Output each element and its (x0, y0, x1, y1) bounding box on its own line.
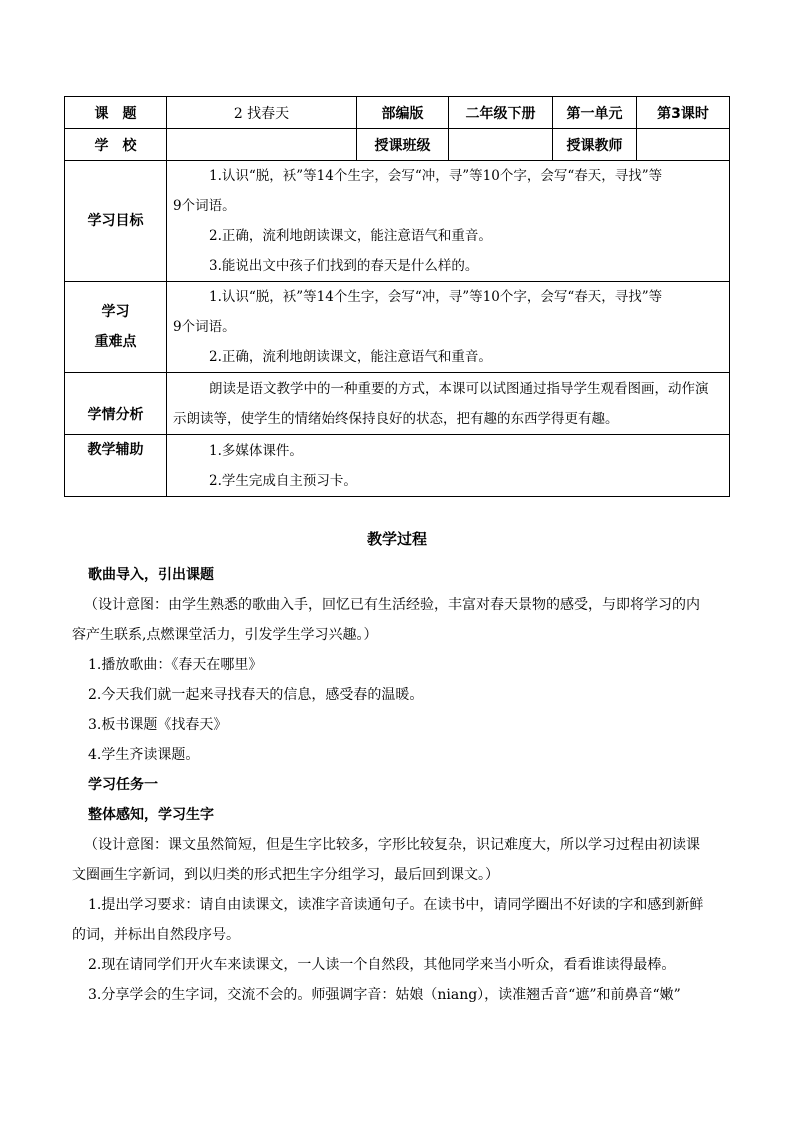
analysis-row (65, 373, 730, 435)
goals-content (167, 161, 730, 282)
intro-design-line: 容产生联系,点燃课堂活力，引发学生学习兴趣。） (72, 627, 378, 643)
intro-step: 4.学生齐读课题。 (88, 747, 200, 763)
header-row (65, 97, 730, 129)
key-points-label (65, 282, 167, 373)
intro-step: 1.播放歌曲：《春天在哪里》 (88, 657, 263, 673)
analysis-line: 示朗读等，使学生的情绪始终保持良好的状态，把有趣的东西学得更有趣。 (173, 410, 619, 427)
aid-line: 2.学生完成自主预习卡。 (209, 472, 357, 489)
school-value[interactable] (167, 129, 357, 161)
analysis-label: 学情分析 (65, 373, 167, 435)
analysis-line: 朗读是语文教学中的一种重要的方式，本课可以试图通过指导学生观看图画，动作演 (209, 380, 709, 397)
goals-row (65, 161, 730, 282)
course-label: 课 题 (65, 97, 167, 129)
key-points-content (167, 282, 730, 373)
intro-design-line: （设计意图：由学生熟悉的歌曲入手，回忆已有生活经验，丰富对春天景物的感受，与即将学习的内 (84, 597, 700, 613)
goal-line: 2.正确，流利地朗读课文，能注意语气和重音。 (209, 228, 492, 244)
task-heading: 学习任务一 (88, 777, 158, 793)
aid-line: 1.多媒体课件。 (209, 442, 303, 459)
process-body (72, 560, 728, 1010)
intro-heading: 歌曲导入，引出课题 (88, 567, 214, 583)
teacher-label: 授课教师 (553, 129, 637, 161)
task-step: 的词，并标出自然段序号。 (72, 927, 240, 943)
task-design-line: 文圈画生字新词，到以归类的形式把生字分组学习，最后回到课文。） (72, 867, 499, 883)
class-value[interactable] (449, 129, 553, 161)
teacher-value[interactable] (637, 129, 730, 161)
edition: 部编版 (357, 97, 449, 129)
key-point-line: 1.认识“脱，袄”等14个生字，会写“冲，寻”等10个字，会写“春天，寻找”等 (209, 289, 663, 305)
course-title: 2 找春天 (167, 97, 357, 129)
process-title: 教学过程 (366, 530, 427, 548)
key-points-label-line2: 重难点 (94, 334, 137, 350)
goal-line: 9个词语。 (173, 198, 236, 214)
unit: 第一单元 (553, 97, 637, 129)
goals-label: 学习目标 (65, 161, 167, 282)
key-point-line: 9个词语。 (173, 319, 236, 335)
lesson-number: 第3课时 (637, 97, 730, 129)
task-design-line: （设计意图：课文虽然简短，但是生字比较多，字形比较复杂，识记难度大，所以学习过程由初读课 (84, 837, 700, 853)
grade: 二年级下册 (449, 97, 553, 129)
aids-row (65, 435, 730, 497)
intro-step: 3.板书课题《找春天》 (88, 717, 228, 733)
key-points-label-line1: 学习 (101, 304, 130, 320)
school-row (65, 129, 730, 161)
task-step: 3.分享学会的生字词，交流不会的。师强调字音：姑娘（niang），读准翘舌音“遮”和前鼻音“嫩” (88, 987, 681, 1003)
lesson-info-table (64, 96, 730, 497)
goal-line: 1.认识“脱，袄”等14个生字，会写“冲，寻”等10个字，会写“春天，寻找”等 (209, 168, 663, 184)
task-step: 2.现在请同学们开火车来读课文，一人读一个自然段，其他同学来当小听众，看看谁读得最棒。 (88, 957, 676, 973)
analysis-content (167, 373, 730, 435)
aids-label: 教学辅助 (65, 435, 167, 497)
key-points-row (65, 282, 730, 373)
task-step: 1.提出学习要求：请自由读课文，读准字音读通句子。在读书中，请同学圈出不好读的字和感到新鲜 (88, 897, 704, 913)
aids-content (167, 435, 730, 497)
task-subheading: 整体感知，学习生字 (88, 807, 214, 823)
goal-line: 3.能说出文中孩子们找到的春天是什么样的。 (209, 258, 479, 274)
class-label: 授课班级 (357, 129, 449, 161)
key-point-line: 2.正确，流利地朗读课文，能注意语气和重音。 (209, 349, 492, 365)
school-label: 学 校 (65, 129, 167, 161)
intro-step: 2.今天我们就一起来寻找春天的信息，感受春的温暖。 (88, 687, 424, 703)
